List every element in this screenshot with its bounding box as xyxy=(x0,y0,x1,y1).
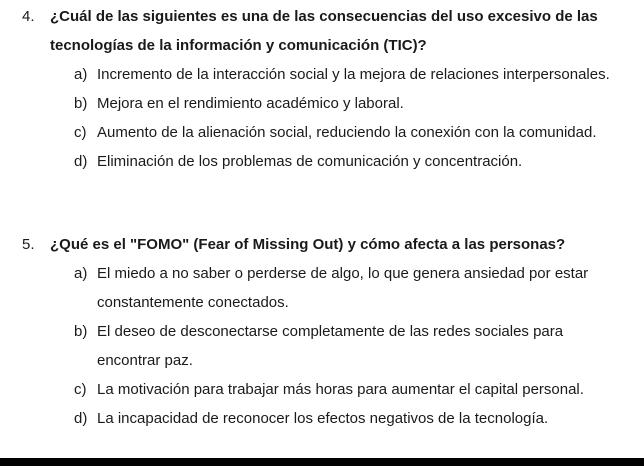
option-letter: a) xyxy=(74,265,88,282)
question-4 xyxy=(0,2,622,176)
bottom-border-bar xyxy=(0,458,644,466)
option-d xyxy=(0,404,622,433)
option-a xyxy=(0,259,622,317)
option-letter: d) xyxy=(74,410,88,427)
option-text: El miedo a no saber o perderse de algo, lo que genera ansiedad por estar constantemente conectados. xyxy=(97,265,589,311)
option-text: Aumento de la alienación social, reduciendo la conexión con la comunidad. xyxy=(97,124,597,141)
option-c xyxy=(0,375,622,404)
option-d xyxy=(0,147,622,176)
option-text: La motivación para trabajar más horas para aumentar el capital personal. xyxy=(97,381,584,398)
option-c xyxy=(0,118,622,147)
option-text: Incremento de la interacción social y la mejora de relaciones interpersonales. xyxy=(97,66,610,83)
option-text: Mejora en el rendimiento académico y laboral. xyxy=(97,95,404,112)
option-letter: a) xyxy=(74,66,88,83)
question-text: ¿Qué es el "FOMO" (Fear of Missing Out) y cómo afecta a las personas? xyxy=(50,236,566,253)
options-list xyxy=(0,259,622,433)
options-list xyxy=(0,60,622,176)
option-letter: b) xyxy=(74,95,88,112)
option-text: Eliminación de los problemas de comunicación y concentración. xyxy=(97,153,523,170)
option-b xyxy=(0,317,622,375)
option-text: La incapacidad de reconocer los efectos negativos de la tecnología. xyxy=(97,410,549,427)
question-number: 4. xyxy=(22,8,35,25)
option-letter: b) xyxy=(74,323,88,340)
question-5 xyxy=(0,230,622,433)
option-text: El deseo de desconectarse completamente de las redes sociales para encontrar paz. xyxy=(97,323,564,369)
question-text: ¿Cuál de las siguientes es una de las consecuencias del uso excesivo de las tecnologías de la información y comunicación (TIC)? xyxy=(50,8,598,54)
option-letter: c) xyxy=(74,124,87,141)
option-letter: c) xyxy=(74,381,87,398)
option-b xyxy=(0,89,622,118)
option-letter: d) xyxy=(74,153,88,170)
option-a xyxy=(0,60,622,89)
question-number: 5. xyxy=(22,236,35,253)
